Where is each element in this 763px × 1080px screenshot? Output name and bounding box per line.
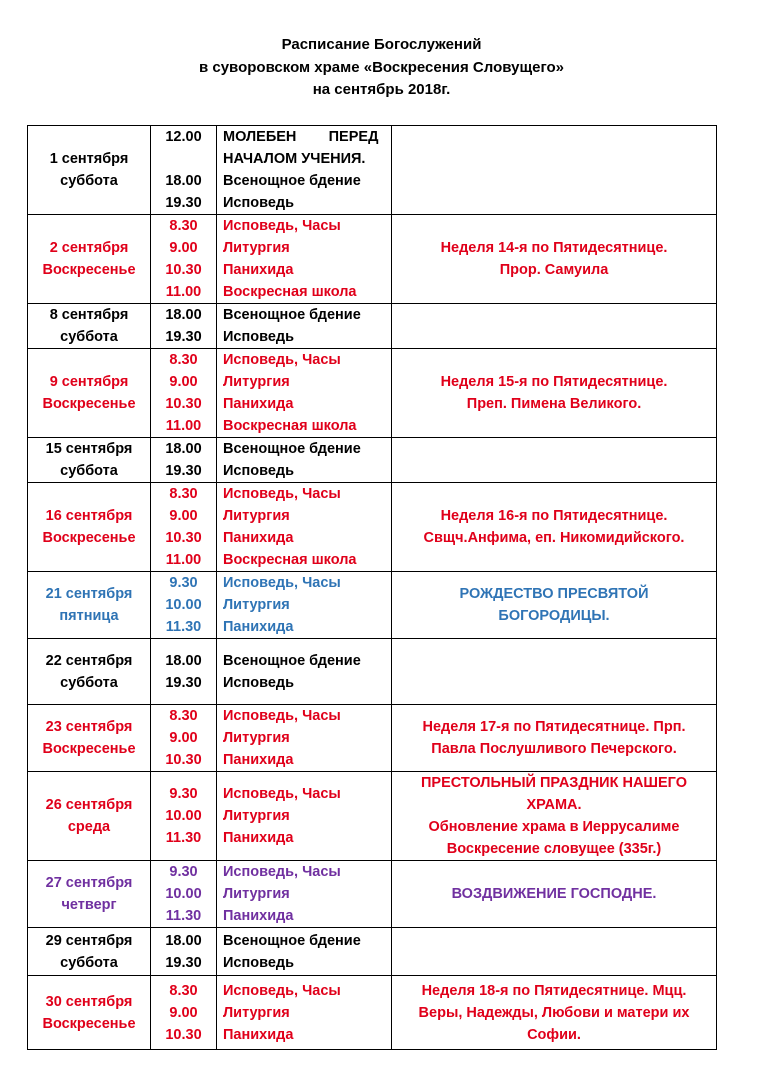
time-cell bbox=[151, 639, 217, 705]
service-cell-line: Всенощное бдение bbox=[223, 307, 361, 323]
page-title bbox=[0, 34, 763, 102]
day-cell-line: среда bbox=[67, 819, 111, 835]
schedule-row bbox=[28, 976, 717, 1050]
time-cell-line: 11.00 bbox=[165, 418, 202, 434]
feast-cell bbox=[392, 976, 717, 1050]
time-cell-line: 9.00 bbox=[169, 240, 198, 256]
feast-cell bbox=[392, 861, 717, 928]
schedule-row bbox=[28, 861, 717, 928]
service-cell-line: Панихида bbox=[223, 1026, 294, 1043]
feast-cell-line: Неделя 15-я по Пятидесятнице. bbox=[440, 374, 668, 390]
day-cell bbox=[28, 928, 151, 976]
service-cell bbox=[217, 976, 392, 1050]
time-cell bbox=[151, 976, 217, 1050]
day-cell-line: 27 сентября bbox=[45, 875, 133, 891]
time-cell-line: 10.30 bbox=[165, 396, 202, 412]
day-cell-line: 9 сентября bbox=[49, 374, 129, 390]
service-cell-line: Всенощное бдение bbox=[223, 173, 361, 189]
time-cell-line: 10.30 bbox=[165, 262, 202, 278]
feast-cell-line: Неделя 16-я по Пятидесятнице. bbox=[440, 508, 668, 524]
day-cell bbox=[28, 572, 151, 639]
schedule-body bbox=[28, 126, 717, 1050]
feast-cell-line: Софии. bbox=[527, 1026, 581, 1043]
service-cell-line: Всенощное бдение bbox=[223, 652, 361, 669]
service-cell-line: Исповедь, Часы bbox=[223, 575, 341, 591]
time-cell-line: 10.30 bbox=[165, 530, 202, 546]
schedule-row bbox=[28, 438, 717, 483]
schedule-row bbox=[28, 126, 717, 215]
day-cell-line: 16 сентября bbox=[45, 508, 133, 524]
title-line-2: в суворовском храме «Воскресения Словущего» bbox=[198, 58, 565, 76]
day-cell-line: суббота bbox=[60, 463, 118, 479]
feast-cell bbox=[392, 772, 717, 861]
day-cell-line: 26 сентября bbox=[45, 797, 133, 813]
time-cell-line: 19.30 bbox=[165, 329, 202, 345]
time-cell-line: 9.00 bbox=[169, 508, 198, 524]
schedule-row bbox=[28, 572, 717, 639]
schedule-table bbox=[27, 125, 717, 1050]
time-cell bbox=[151, 483, 217, 572]
day-cell-line: Воскресенье bbox=[42, 262, 136, 278]
time-cell-line: 9.00 bbox=[169, 1004, 198, 1021]
day-cell-line: 30 сентября bbox=[45, 993, 133, 1010]
time-cell-line bbox=[151, 148, 216, 170]
time-cell bbox=[151, 928, 217, 976]
feast-cell-line: Веры, Надежды, Любови и матери их bbox=[418, 1004, 690, 1021]
time-cell-line: 11.30 bbox=[165, 830, 202, 846]
schedule-row bbox=[28, 483, 717, 572]
service-cell-line: Исповедь, Часы bbox=[223, 352, 341, 368]
service-cell-line: Панихида bbox=[223, 752, 294, 768]
service-cell-line: Исповедь, Часы bbox=[223, 486, 341, 502]
service-cell-line: Исповедь, Часы bbox=[223, 864, 341, 880]
service-cell bbox=[217, 215, 392, 304]
time-cell-line: 10.30 bbox=[165, 1026, 202, 1043]
day-cell bbox=[28, 215, 151, 304]
service-cell-line: Всенощное бдение bbox=[223, 441, 361, 457]
time-cell-line: 18.00 bbox=[165, 932, 202, 949]
day-cell bbox=[28, 304, 151, 349]
day-cell-line: четверг bbox=[61, 897, 117, 913]
time-cell-line: 8.30 bbox=[169, 982, 198, 999]
time-cell-line: 8.30 bbox=[169, 486, 198, 502]
feast-cell bbox=[392, 928, 717, 976]
day-cell-line: 1 сентября bbox=[49, 151, 129, 167]
day-cell bbox=[28, 483, 151, 572]
service-cell bbox=[217, 705, 392, 772]
service-cell-line: Исповедь bbox=[223, 954, 295, 971]
service-cell-line: Панихида bbox=[223, 530, 294, 546]
feast-cell-line: Воскресение словущее (335г.) bbox=[446, 841, 662, 857]
feast-cell-line: Прор. Самуила bbox=[499, 262, 609, 278]
time-cell bbox=[151, 572, 217, 639]
title-line-3: на сентябрь 2018г. bbox=[312, 81, 451, 98]
service-cell-line: Всенощное бдение bbox=[223, 932, 361, 949]
day-cell-line: пятница bbox=[59, 608, 119, 624]
service-cell bbox=[217, 438, 392, 483]
service-cell-line: Панихида bbox=[223, 908, 294, 924]
service-cell-line: Панихида bbox=[223, 262, 294, 278]
service-cell-line: МОЛЕБЕН ПЕРЕД bbox=[223, 129, 379, 145]
service-cell bbox=[217, 126, 392, 215]
service-cell-line: Панихида bbox=[223, 396, 294, 412]
time-cell-line: 12.00 bbox=[165, 129, 202, 145]
day-cell-line: суббота bbox=[60, 954, 118, 971]
time-cell bbox=[151, 215, 217, 304]
time-cell-line: 19.30 bbox=[165, 463, 202, 479]
day-cell-line: суббота bbox=[60, 674, 118, 691]
time-cell-line: 11.00 bbox=[165, 552, 202, 568]
schedule-row bbox=[28, 705, 717, 772]
time-cell bbox=[151, 772, 217, 861]
feast-cell bbox=[392, 483, 717, 572]
feast-cell-line: Обновление храма в Иеррусалиме bbox=[428, 819, 680, 835]
service-cell-line: Литургия bbox=[223, 508, 290, 524]
service-cell-line: Литургия bbox=[223, 1004, 290, 1021]
day-cell-line: суббота bbox=[60, 329, 118, 345]
service-cell-line: Исповедь bbox=[223, 463, 295, 479]
feast-cell-line: Неделя 17-я по Пятидесятнице. Прп. bbox=[422, 719, 686, 735]
feast-cell-line: РОЖДЕСТВО ПРЕСВЯТОЙ bbox=[459, 586, 649, 602]
service-cell-line: Литургия bbox=[223, 730, 290, 746]
feast-cell bbox=[392, 438, 717, 483]
service-cell-line: Исповедь bbox=[223, 329, 295, 345]
day-cell-line: 8 сентября bbox=[49, 307, 129, 323]
time-cell-line: 19.30 bbox=[165, 954, 202, 971]
schedule-row bbox=[28, 215, 717, 304]
time-cell bbox=[151, 438, 217, 483]
day-cell bbox=[28, 349, 151, 438]
day-cell bbox=[28, 438, 151, 483]
time-cell-line: 11.30 bbox=[165, 619, 202, 635]
time-cell-line: 19.30 bbox=[165, 195, 202, 211]
feast-cell bbox=[392, 639, 717, 705]
service-cell-line: Литургия bbox=[223, 374, 290, 390]
service-cell bbox=[217, 304, 392, 349]
time-cell-line: 8.30 bbox=[169, 708, 198, 724]
day-cell bbox=[28, 126, 151, 215]
feast-cell-line: Неделя 14-я по Пятидесятнице. bbox=[440, 240, 668, 256]
day-cell-line: 2 сентября bbox=[49, 240, 129, 256]
time-cell-line: 11.00 bbox=[165, 284, 202, 300]
schedule-row bbox=[28, 639, 717, 705]
service-cell-line: Воскресная школа bbox=[223, 284, 357, 300]
service-cell-line: Воскресная школа bbox=[223, 418, 357, 434]
feast-cell bbox=[392, 304, 717, 349]
feast-cell bbox=[392, 349, 717, 438]
day-cell-line: 29 сентября bbox=[45, 932, 133, 949]
schedule-row bbox=[28, 349, 717, 438]
time-cell-line: 18.00 bbox=[165, 441, 202, 457]
service-cell-line: Исповедь, Часы bbox=[223, 786, 341, 802]
service-cell-line: Исповедь, Часы bbox=[223, 218, 341, 234]
service-cell-line: Исповедь bbox=[223, 674, 295, 691]
schedule-row bbox=[28, 928, 717, 976]
time-cell bbox=[151, 349, 217, 438]
day-cell bbox=[28, 772, 151, 861]
service-cell-line: Панихида bbox=[223, 619, 294, 635]
service-cell-line: Литургия bbox=[223, 808, 290, 824]
time-cell-line: 9.30 bbox=[169, 864, 198, 880]
service-cell-line: Исповедь bbox=[223, 195, 295, 211]
day-cell-line: Воскресенье bbox=[42, 396, 136, 412]
time-cell-line: 9.30 bbox=[169, 786, 198, 802]
service-cell-line: Исповедь, Часы bbox=[223, 982, 341, 999]
time-cell-line: 8.30 bbox=[169, 352, 198, 368]
time-cell-line: 18.00 bbox=[165, 307, 202, 323]
day-cell bbox=[28, 705, 151, 772]
day-cell-line: Воскресенье bbox=[42, 1015, 136, 1032]
title-line-1: Расписание Богослужений bbox=[281, 36, 482, 53]
service-cell-line: Воскресная школа bbox=[223, 552, 357, 568]
schedule-row bbox=[28, 772, 717, 861]
time-cell-line: 18.00 bbox=[165, 652, 202, 669]
feast-cell-line: Свщч.Анфима, еп. Никомидийского. bbox=[423, 530, 685, 546]
time-cell bbox=[151, 705, 217, 772]
feast-cell-line: ХРАМА. bbox=[526, 797, 582, 813]
time-cell bbox=[151, 304, 217, 349]
time-cell-line: 10.00 bbox=[165, 808, 202, 824]
day-cell-line: 15 сентября bbox=[45, 441, 133, 457]
time-cell-line: 8.30 bbox=[169, 218, 198, 234]
service-cell-line: Исповедь, Часы bbox=[223, 708, 341, 724]
feast-cell-line: Преп. Пимена Великого. bbox=[466, 396, 642, 412]
service-cell bbox=[217, 572, 392, 639]
day-cell-line: Воскресенье bbox=[42, 741, 136, 757]
time-cell-line: 19.30 bbox=[165, 674, 202, 691]
time-cell-line: 18.00 bbox=[165, 173, 202, 189]
time-cell-line: 11.30 bbox=[165, 908, 202, 924]
service-cell bbox=[217, 639, 392, 705]
feast-cell-line: ПРЕСТОЛЬНЫЙ ПРАЗДНИК НАШЕГО bbox=[421, 775, 687, 791]
service-cell bbox=[217, 772, 392, 861]
time-cell-line: 10.30 bbox=[165, 752, 202, 768]
time-cell bbox=[151, 861, 217, 928]
time-cell-line: 9.30 bbox=[169, 575, 198, 591]
feast-cell bbox=[392, 126, 717, 215]
service-cell bbox=[217, 349, 392, 438]
feast-cell-line: БОГОРОДИЦЫ. bbox=[498, 608, 610, 624]
time-cell-line: 9.00 bbox=[169, 374, 198, 390]
day-cell bbox=[28, 861, 151, 928]
time-cell-line: 10.00 bbox=[165, 886, 202, 902]
schedule-row bbox=[28, 304, 717, 349]
service-cell bbox=[217, 861, 392, 928]
time-cell bbox=[151, 126, 217, 215]
service-cell-line: НАЧАЛОМ УЧЕНИЯ. bbox=[223, 151, 366, 167]
feast-cell-line: ВОЗДВИЖЕНИЕ ГОСПОДНЕ. bbox=[451, 886, 657, 902]
time-cell-line: 9.00 bbox=[169, 730, 198, 746]
day-cell bbox=[28, 976, 151, 1050]
time-cell-line: 10.00 bbox=[165, 597, 202, 613]
service-cell-line: Литургия bbox=[223, 886, 290, 902]
service-cell-line: Панихида bbox=[223, 830, 294, 846]
day-cell bbox=[28, 639, 151, 705]
feast-cell bbox=[392, 215, 717, 304]
service-cell bbox=[217, 928, 392, 976]
day-cell-line: 21 сентября bbox=[45, 586, 133, 602]
day-cell-line: Воскресенье bbox=[42, 530, 136, 546]
feast-cell-line: Павла Послушливого Печерского. bbox=[431, 741, 677, 757]
service-cell-line: Литургия bbox=[223, 240, 290, 256]
service-cell bbox=[217, 483, 392, 572]
day-cell-line: суббота bbox=[60, 173, 118, 189]
feast-cell bbox=[392, 705, 717, 772]
feast-cell-line: Неделя 18-я по Пятидесятнице. Мцц. bbox=[421, 982, 687, 999]
day-cell-line: 22 сентября bbox=[45, 652, 133, 669]
service-cell-line: Литургия bbox=[223, 597, 290, 613]
day-cell-line: 23 сентября bbox=[45, 719, 133, 735]
feast-cell bbox=[392, 572, 717, 639]
